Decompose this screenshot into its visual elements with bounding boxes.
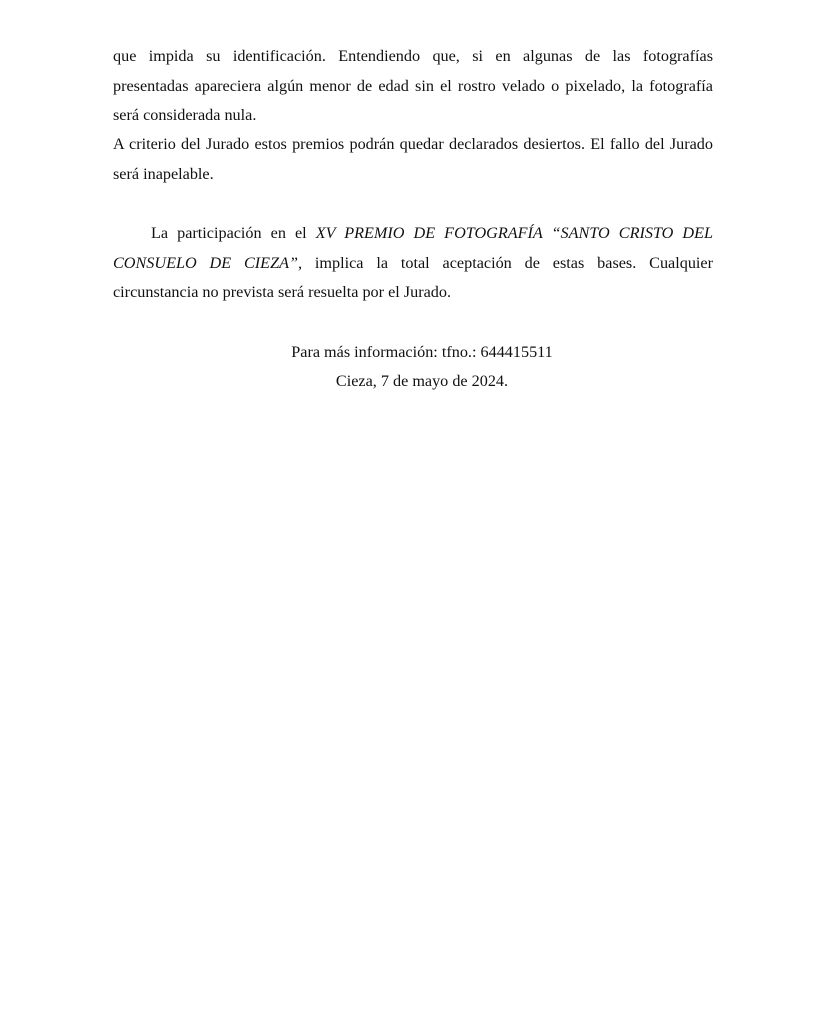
- contest-name-text: XV PREMIO DE FOTOGRAFÍA “SANTO CRISTO DEL: [315, 224, 713, 242]
- participation-rest-text: implica la total aceptación de estas bases. Cualquier: [302, 253, 713, 272]
- contest-name-text: CONSUELO DE CIEZA”,: [113, 253, 303, 272]
- paragraph-line: [113, 219, 713, 249]
- paragraph-line: A criterio del Jurado estos premios podrán quedar declarados desiertos. El fallo del Jurado: [113, 135, 713, 153]
- participation-intro-text: La participación en el: [151, 224, 316, 242]
- paragraph-line: circunstancia no prevista será resuelta por el Jurado.: [113, 283, 452, 301]
- paragraph-line: presentadas apareciera algún menor de edad sin el rostro velado o pixelado, la fotografía: [113, 76, 713, 95]
- paragraph-line: [113, 249, 713, 279]
- paragraph-jury-criteria: [113, 130, 713, 189]
- paragraph-line: que impida su identificación. Entendiendo que, si en algunas de las fotografías: [113, 47, 713, 65]
- paragraph-participation: [113, 219, 713, 308]
- contact-footer: [113, 338, 713, 396]
- paragraph-line: será inapelable.: [113, 164, 214, 183]
- paragraph-line: será considerada nula.: [113, 106, 257, 124]
- paragraph-identification: [113, 42, 713, 131]
- place-date: Cieza, 7 de mayo de 2024.: [335, 372, 509, 390]
- contact-info: Para más información: tfno.: 644415511: [291, 343, 553, 361]
